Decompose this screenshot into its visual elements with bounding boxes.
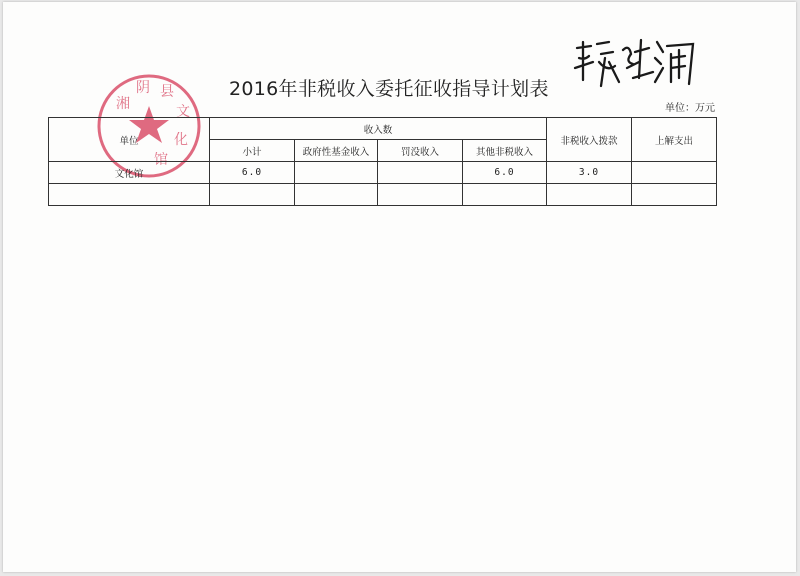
header-remit: 上解支出 [632,118,717,162]
header-gov-fund: 政府性基金收入 [295,140,378,162]
plan-table [48,117,717,206]
header-subtotal: 小计 [210,140,295,162]
cell-unit [49,184,210,206]
cell-other-nontax [463,184,547,206]
svg-text:县: 县 [160,84,174,100]
cell-other-nontax: 6.0 [463,162,547,184]
svg-text:馆: 馆 [154,152,168,168]
svg-text:湘: 湘 [116,96,130,112]
table-row [49,162,717,184]
cell-penalty [378,184,463,206]
document-page [3,2,796,572]
header-nontax-allocation: 非税收入拨款 [547,118,632,162]
cell-remit [632,184,717,206]
header-penalty: 罚没收入 [378,140,463,162]
unit-label: 单位：万元 [665,103,715,114]
handwritten-signature [569,32,699,92]
cell-nontax-allocation: 3.0 [547,162,632,184]
cell-gov-fund [295,162,378,184]
header-income-group: 收入数 [210,118,547,140]
cell-gov-fund [295,184,378,206]
page-title: 2016年非税收入委托征收指导计划表 [229,78,549,100]
cell-unit: 文化馆 [49,162,210,184]
cell-subtotal: 6.0 [210,162,295,184]
cell-remit [632,162,717,184]
header-row-1 [49,118,717,140]
svg-text:化: 化 [174,132,188,148]
svg-text:文: 文 [176,104,190,120]
table-row [49,184,717,206]
header-other-nontax: 其他非税收入 [463,140,547,162]
cell-subtotal [210,184,295,206]
header-unit: 单位 [49,118,210,162]
cell-penalty [378,162,463,184]
cell-nontax-allocation [547,184,632,206]
svg-text:阴: 阴 [136,80,150,96]
